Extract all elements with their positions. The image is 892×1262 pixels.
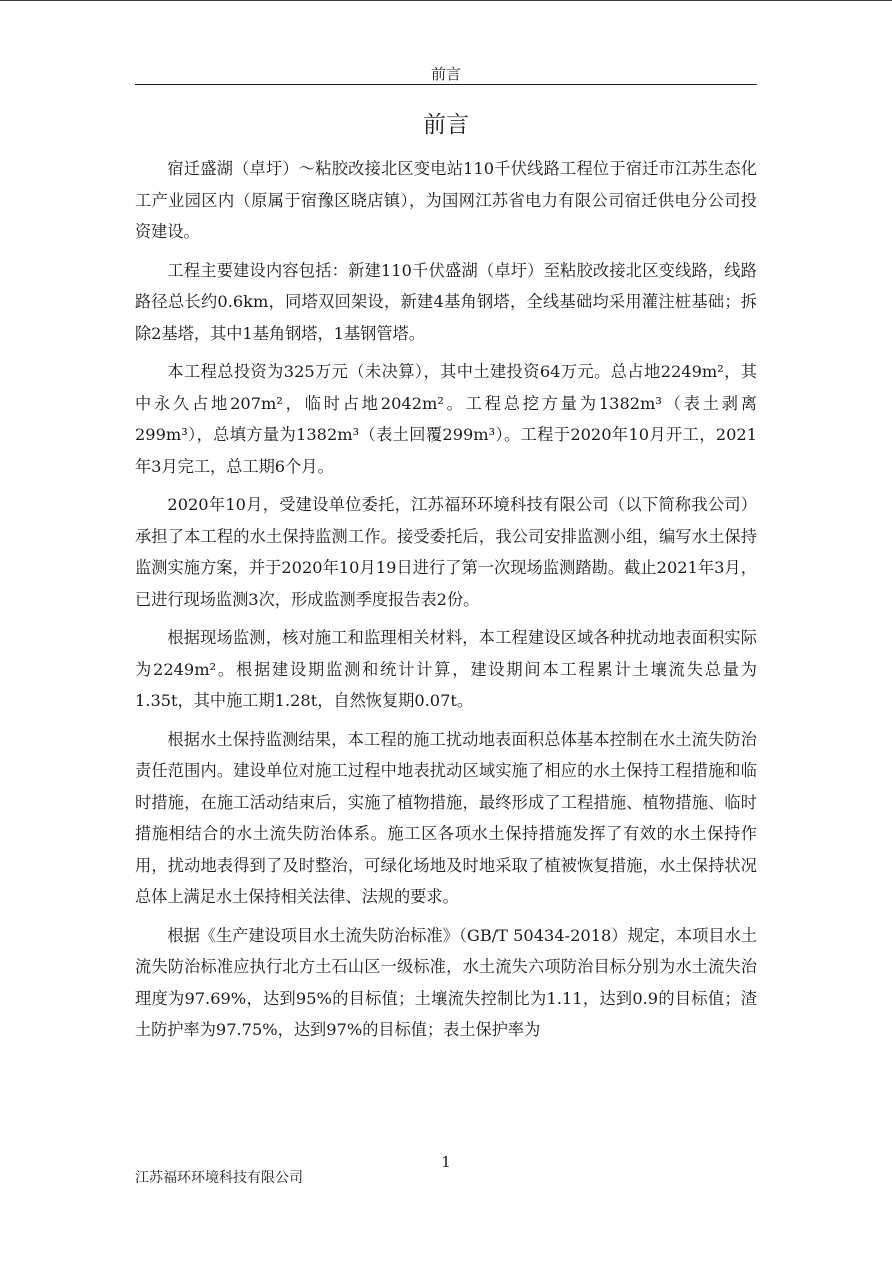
paragraph-field-monitoring: 根据现场监测，核对施工和监理相关材料，本工程建设区域各种扰动地表面积实际为2249m²。根据建设期监测和统计计算，建设期间本工程累计土壤流失总量为1.35t，其中施工期1.28t，自然恢复期0.07t。 [135, 628, 757, 710]
page-number: 1 [441, 1153, 451, 1171]
page-title: 前言 [423, 112, 469, 138]
paragraph-monitoring-results: 根据水土保持监测结果，本工程的施工扰动地表面积总体基本控制在水土流失防治责任范围内。建设单位对施工过程中地表扰动区域实施了相应的水土保持工程措施和临时措施，在施工活动结束后，实施了植物措施，最终形成了工程措施、植物措施、临时措施相结合的水土流失防治体系。施工区各项水土保持措施发挥了有效的水土保持作用，扰动地表得到了及时整治，可绿化场地及时地采取了植被恢复措施，水土保持状况总体上满足水土保持相关法律、法规的要求。 [135, 729, 757, 906]
footer-company-name: 江苏福环环境科技有限公司 [135, 1170, 303, 1186]
body-text [135, 153, 757, 1053]
page-top-border [0, 0, 892, 1]
paragraph-construction-content: 工程主要建设内容包括：新建110千伏盛湖（卓圩）至粘胶改接北区变线路，线路路径总长约0.6km，同塔双回架设，新建4基角钢塔，全线基础均采用灌注桩基础；拆除2基塔，其中1基角钢塔，1基钢管塔。 [135, 260, 757, 343]
header-rule [135, 84, 757, 85]
running-header: 前言 [430, 65, 461, 83]
paragraph-monitoring-work: 2020年10月，受建设单位委托，江苏福环环境科技有限公司（以下简称我公司）承担了本工程的水土保持监测工作。接受委托后，我公司安排监测小组，编写水土保持监测实施方案，并于2020年10月19日进行了第一次现场监测踏勘。截止2021年3月，已进行现场监测3次，形成监测季度报告表2份。 [135, 495, 757, 609]
paragraph-project-location: 宿迁盛湖（卓圩）～粘胶改接北区变电站110千伏线路工程位于宿迁市江苏生态化工产业园区内（原属于宿豫区晓店镇），为国网江苏省电力有限公司宿迁供电分公司投资建设。 [135, 159, 757, 241]
paragraph-prevention-standard: 根据《生产建设项目水土流失防治标准》（GB/T 50434-2018）规定，本项目水土流失防治标准应执行北方土石山区一级标准，水土流失六项防治目标分别为水土流失治理度为97.69%，达到95%的目标值；土壤流失控制比为1.11，达到0.9的目标值；渣土防护率为97.75%，达到97%的目标值；表土保护率为 [135, 925, 757, 1039]
paragraph-investment: 本工程总投资为325万元（未决算），其中土建投资64万元。总占地2249m²，其中永久占地207m²，临时占地2042m²。工程总挖方量为1382m³（表土剥离299m³），总填方量为1382m³（表土回覆299m³）。工程于2020年10月开工，2021年3月完工，总工期6个月。 [135, 362, 757, 476]
